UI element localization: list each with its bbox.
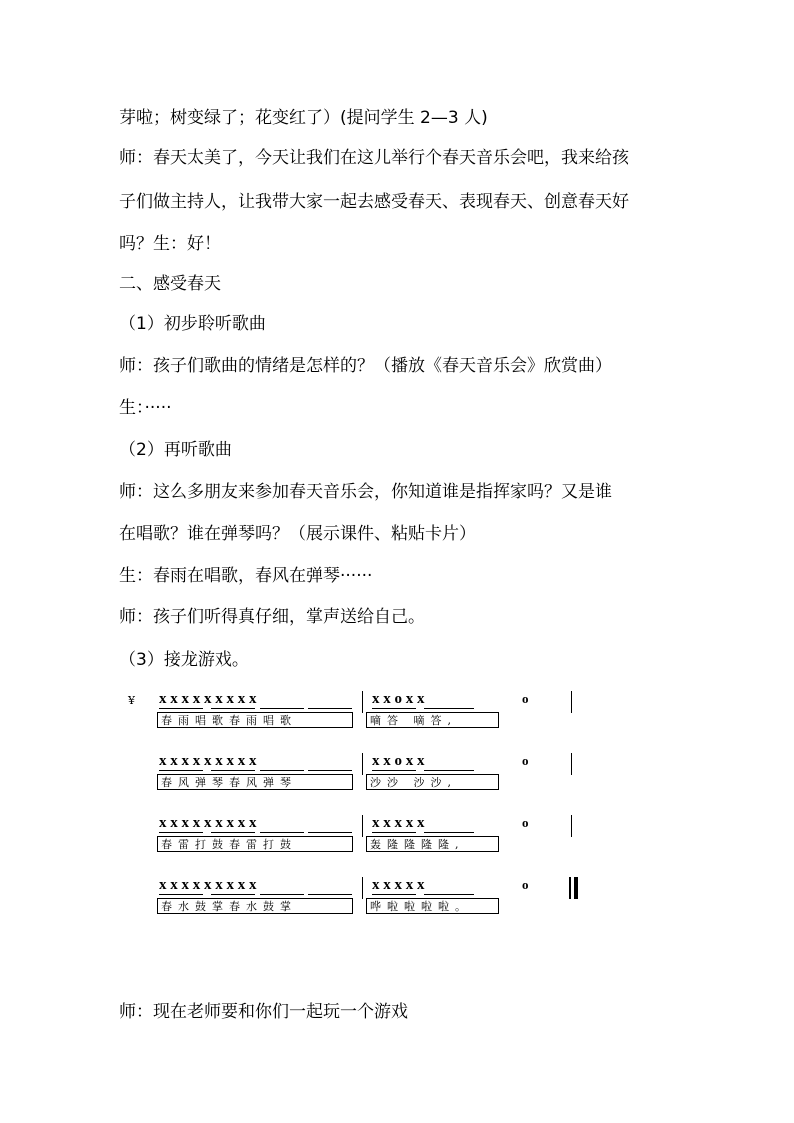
rhythm-notes-left: x x x x x x x x x: [159, 691, 257, 707]
bar-line-end: [571, 691, 572, 713]
bar-line: [362, 815, 363, 837]
sub-heading-1: （1）初步聆听歌曲: [119, 314, 266, 334]
lyrics-right: 沙沙 沙沙,: [366, 774, 499, 790]
section-heading: 二、感受春天: [119, 274, 221, 294]
paragraph-10: 师：孩子们听得真仔细，掌声送给自己。: [119, 607, 425, 627]
lyrics-left: 春雨唱歌春雨唱歌: [157, 712, 353, 728]
closing-paragraph: 师：现在老师要和你们一起玩一个游戏: [119, 1002, 408, 1022]
lyrics-left: 春雷打鼓春雷打鼓: [157, 836, 353, 852]
lyrics-right: 哗啦啦啦啦。: [366, 898, 499, 914]
sub-heading-2: （2）再听歌曲: [119, 440, 232, 460]
rest-note: o: [522, 753, 529, 768]
rest-note: o: [522, 877, 529, 892]
paragraph-7: 师：这么多朋友来参加春天音乐会，你知道谁是指挥家吗？又是谁: [119, 482, 612, 502]
rest-note: o: [522, 691, 529, 706]
score-row-2: [128, 753, 598, 796]
rhythm-notes-right: x x x x x: [372, 815, 425, 831]
rhythm-notes-right: x x o x x: [372, 753, 425, 769]
paragraph-1: 芽啦；树变绿了；花变红了）(提问学生 2—3 人): [119, 108, 488, 128]
rhythm-notes-left: x x x x x x x x x: [159, 877, 257, 893]
sub-heading-3: （3）接龙游戏。: [119, 650, 249, 670]
paragraph-2: 师：春天太美了，今天让我们在这儿举行个春天音乐会吧，我来给孩: [119, 148, 629, 168]
score-marker: ¥: [128, 694, 135, 707]
paragraph-3: 子们做主持人，让我带大家一起去感受春天、表现春天、创意春天好: [119, 192, 629, 212]
lyrics-right: 轰隆隆隆隆,: [366, 836, 499, 852]
score-row-4: [128, 877, 598, 920]
paragraph-8: 在唱歌？谁在弹琴吗？（展示课件、粘贴卡片）: [119, 524, 476, 544]
paragraph-6: 生：·····: [119, 398, 172, 418]
rhythm-notes-right: x x o x x: [372, 691, 425, 707]
score-row-1: [128, 691, 598, 734]
paragraph-4: 吗？生：好！: [119, 234, 221, 254]
lyrics-left: 春风弹琴春风弹琴: [157, 774, 353, 790]
bar-line-end: [571, 815, 572, 837]
score-row-3: [128, 815, 598, 858]
lyrics-left: 春水鼓掌春水鼓掌: [157, 898, 353, 914]
lyrics-right: 嘀答 嘀答,: [366, 712, 499, 728]
paragraph-9: 生：春雨在唱歌，春风在弹琴······: [119, 566, 373, 586]
bar-line-end: [571, 753, 572, 775]
final-bar-line-thin: [569, 877, 571, 899]
paragraph-5: 师：孩子们歌曲的情绪是怎样的？（播放《春天音乐会》欣赏曲）: [119, 356, 612, 376]
bar-line: [362, 691, 363, 713]
rest-note: o: [522, 815, 529, 830]
rhythm-notes-right: x x x x x: [372, 877, 425, 893]
final-bar-line-thick: [574, 877, 578, 899]
rhythm-notes-left: x x x x x x x x x: [159, 753, 257, 769]
rhythm-notes-left: x x x x x x x x x: [159, 815, 257, 831]
bar-line: [362, 753, 363, 775]
bar-line: [362, 877, 363, 899]
